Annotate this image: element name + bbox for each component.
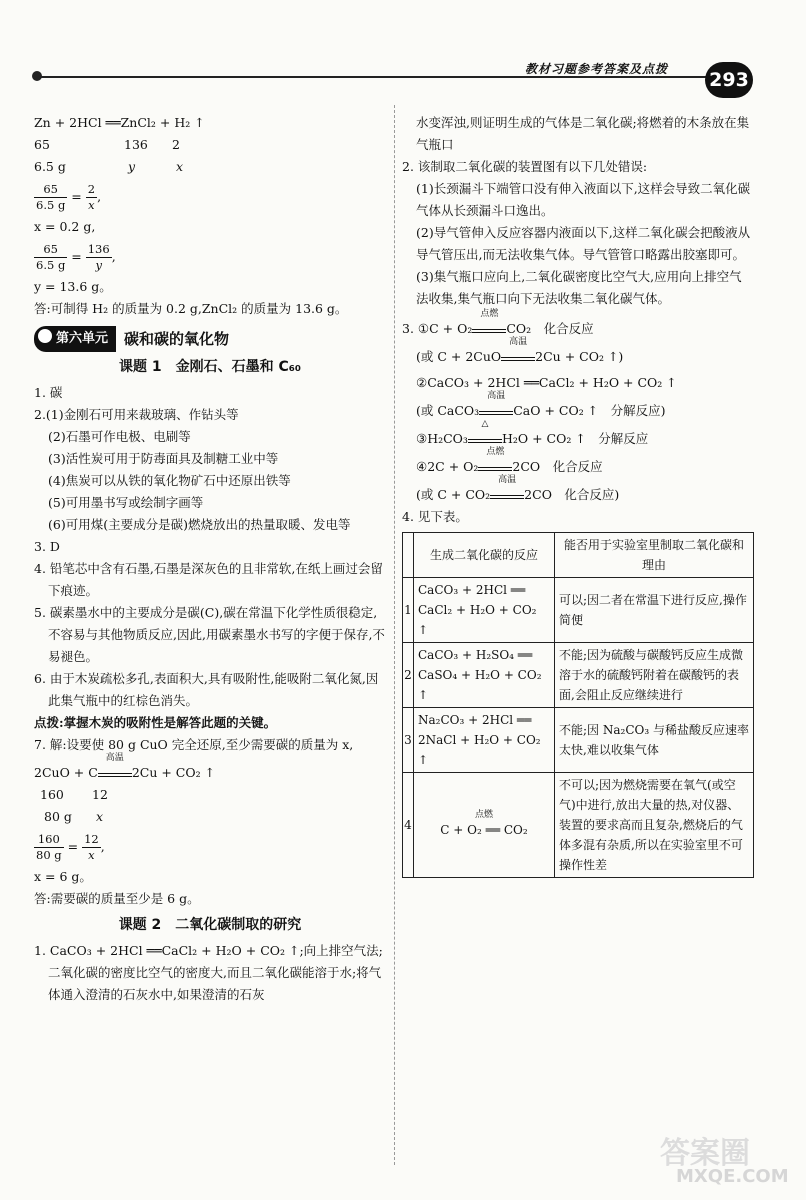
- reason-cell: 可以;因二者在常温下进行反应,操作简便: [555, 578, 754, 643]
- unit-title: 碳和碳的氧化物: [124, 330, 230, 348]
- zn-proportion-1: $\frac{65}{6.5 g}$ = $\frac{2}{x}$ ,: [36, 181, 102, 212]
- watermark-logo: 答案圈: [660, 1136, 750, 1171]
- globe-icon: [38, 329, 52, 343]
- answer-2-intro: 2. 该制取二氧化碳的装置图有以下几处错误:: [402, 159, 648, 174]
- zn-answer: 答:可制得 H₂ 的质量为 0.2 g,ZnCl₂ 的质量为 13.6 g。: [34, 301, 348, 316]
- answer-2-error: (2)导气管伸入反应容器内液面以下,这样二氧化碳会把酸液从导气管压出,而无法收集气体。导气管管口略露出胶塞即可。: [416, 225, 751, 262]
- answer-1: 1. 碳: [34, 385, 63, 400]
- topic-2-answer-1-continued: 水变浑浊,则证明生成的气体是二氧化碳;将燃着的木条放在集气瓶口: [416, 115, 750, 152]
- table-header-row: [403, 533, 754, 578]
- reaction-line: CaCl₂ + H₂O + CO₂ ↑: [418, 603, 537, 637]
- answer-2-item: (2)石墨可作电极、电刷等: [48, 429, 191, 444]
- answer-4-intro: 4. 见下表。: [402, 509, 468, 524]
- table-header-cell: 生成二氧化碳的反应: [414, 533, 555, 578]
- reaction-line: C + O₂ ══ CO₂: [440, 823, 528, 837]
- answer-7-conclusion: 答:需要碳的质量至少是 6 g。: [34, 891, 200, 906]
- answer-6-tip: 点拨:掌握木炭的吸附性是解答此题的关键。: [34, 715, 277, 730]
- answer-3-line: (或 C + CO₂ 高温 2CO 化合反应): [416, 475, 620, 502]
- answer-3-line: ②CaCO₃ + 2HCl ══CaCl₂ + H₂O + CO₂ ↑: [416, 375, 677, 390]
- topic-2-answer-1: 1. CaCO₃ + 2HCl ══CaCl₂ + H₂O + CO₂ ↑;向上排空气法;二氧化碳的密度比空气的密度大,而且二氧化碳能溶于水;将气体通入澄清的石灰水中,如果澄清的石灰: [34, 943, 383, 1002]
- co2-reaction-table: [402, 532, 754, 878]
- column-divider: [394, 105, 395, 1165]
- answer-3-line: ③H₂CO₃ △ H₂O + CO₂ ↑ 分解反应: [416, 419, 649, 446]
- answer-7-result: x = 6 g。: [34, 869, 92, 884]
- reaction-line: CaSO₄ + H₂O + CO₂ ↑: [418, 668, 542, 702]
- left-column: [34, 112, 386, 1006]
- answer-2-item: (5)可用墨书写或绘制字画等: [48, 495, 204, 510]
- topic-2-title: 课题 2 二氧化碳制取的研究: [118, 917, 302, 933]
- table-header-cell: 能否用于实验室里制取二氧化碳和理由: [555, 533, 754, 578]
- page-number: 293: [705, 62, 753, 98]
- reaction-line: Na₂CO₃ + 2HCl ══: [418, 713, 532, 727]
- right-column: [402, 112, 754, 878]
- reaction-condition: 点燃: [474, 810, 493, 820]
- table-row: 1 CaCO₃ + 2HCl ══ CaCl₂ + H₂O + CO₂ ↑ 可以;因二者在常温下进行反应,操作简便: [403, 578, 754, 643]
- zn-mass-row: 65 136 2: [34, 137, 180, 152]
- answer-2-item: (4)焦炭可以从铁的氧化物矿石中还原出铁等: [48, 473, 291, 488]
- answer-4: 4. 铅笔芯中含有石墨,石墨是深灰色的且非常软,在纸上画过会留下痕迹。: [34, 561, 383, 598]
- zn-given-row: 6.5 g y x: [34, 159, 184, 174]
- answer-2-error: (3)集气瓶口应向上,二氧化碳密度比空气大,应用向上排空气法收集,集气瓶口向下无法收集二氧化碳气体。: [416, 269, 742, 306]
- watermark-url: MXQE.COM: [676, 1166, 789, 1187]
- topic-1-title: 课题 1 金刚石、石墨和 C₆₀: [118, 359, 302, 375]
- answer-3: 3. D: [34, 539, 60, 554]
- answer-3-line: (或 CaCO₃ 高温 CaO + CO₂ ↑ 分解反应): [416, 391, 666, 418]
- reaction-line: 2NaCl + H₂O + CO₂ ↑: [418, 733, 541, 767]
- reaction-line: CaCO₃ + 2HCl ══: [418, 583, 526, 597]
- answer-2-item: (3)活性炭可用于防毒面具及制糖工业中等: [48, 451, 279, 466]
- header-title: 教材习题参考答案及点拨: [525, 62, 669, 76]
- answer-6: 6. 由于木炭疏松多孔,表面积大,具有吸附性,能吸附二氧化氮,因此集气瓶中的红棕色消失。: [34, 671, 379, 708]
- unit-badge: 第六单元: [34, 326, 116, 352]
- unit-banner: [34, 324, 386, 354]
- answer-7-equation: 2CuO + C 高温 2Cu + CO₂ ↑: [34, 753, 216, 780]
- answer-3-line: ④2C + O₂ 点燃 2CO 化合反应: [416, 447, 603, 474]
- table-row: 2 CaCO₃ + H₂SO₄ ══ CaSO₄ + H₂O + CO₂ ↑ 不能;因为硫酸与碳酸钙反应生成微溶于水的硫酸钙附着在碳酸钙的表面,会阻止反应继续进行: [403, 643, 754, 708]
- reason-cell: 不能;因为硫酸与碳酸钙反应生成微溶于水的硫酸钙附着在碳酸钙的表面,会阻止反应继续进行: [555, 643, 754, 708]
- table-row: 4 点燃 C + O₂ ══ CO₂ 不可以;因为燃烧需要在氧气(或空气)中进行,放出大量的热,对仪器、装置的要求高而且复杂,燃烧后的气体多混有杂质,所以在实验室里不可操作性差: [403, 773, 754, 878]
- answer-3-line: 3. ①C + O₂ 点燃 CO₂ 化合反应: [402, 309, 594, 336]
- zn-y-result: y = 13.6 g。: [34, 279, 112, 294]
- zn-x-result: x = 0.2 g,: [34, 219, 96, 234]
- zn-proportion-2: $\frac{65}{6.5 g}$ = $\frac{136}{y}$ ,: [36, 241, 116, 272]
- reason-cell: 不可以;因为燃烧需要在氧气(或空气)中进行,放出大量的热,对仪器、装置的要求高而且复杂,燃烧后的气体多混有杂质,所以在实验室里不可操作性差: [555, 773, 754, 878]
- zn-equation: Zn + 2HCl ══ZnCl₂ + H₂ ↑: [34, 115, 205, 130]
- answer-7-mass-row: 160 12: [40, 787, 108, 802]
- answer-7-intro: 7. 解:设要使 80 g CuO 完全还原,至少需要碳的质量为 x,: [34, 737, 354, 752]
- answer-5: 5. 碳素墨水中的主要成分是碳(C),碳在常温下化学性质很稳定,不容易与其他物质反应,因此,用碳素墨水书写的字便于保存,不易褪色。: [34, 605, 385, 664]
- table-row: 3 Na₂CO₃ + 2HCl ══ 2NaCl + H₂O + CO₂ ↑ 不能;因 Na₂CO₃ 与稀盐酸反应速率太快,难以收集气体: [403, 708, 754, 773]
- answer-7-proportion: $\frac{160}{80 g}$ = $\frac{12}{x}$ ,: [36, 831, 105, 862]
- answer-2-item: (6)可用煤(主要成分是碳)燃烧放出的热量取暖、发电等: [48, 517, 351, 532]
- answer-7-given-row: 80 g x: [44, 809, 104, 824]
- reaction-line: CaCO₃ + H₂SO₄ ══: [418, 648, 533, 662]
- answer-2: 2.(1)金刚石可用来裁玻璃、作钻头等: [34, 407, 239, 422]
- answer-2-error: (1)长颈漏斗下端管口没有伸入液面以下,这样会导致二氧化碳气体从长颈漏斗口逸出。: [416, 181, 751, 218]
- reason-cell: 不能;因 Na₂CO₃ 与稀盐酸反应速率太快,难以收集气体: [555, 708, 754, 773]
- answer-3-line: (或 C + 2CuO 高温 2Cu + CO₂ ↑): [416, 337, 624, 364]
